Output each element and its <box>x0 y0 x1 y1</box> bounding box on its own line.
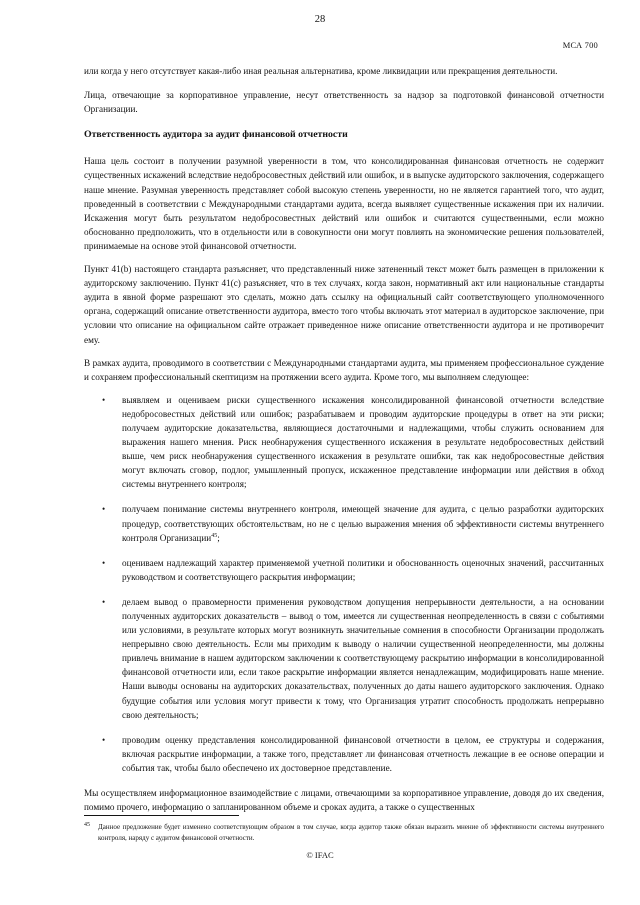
list-item <box>84 595 604 722</box>
list-item-text: оцениваем надлежащий характер применяемой учетной политики и обоснованность оценочных значений, рассчитанных руководством и соответствующего раскрытия информации; <box>122 557 604 582</box>
paragraph-41b: Пункт 41(b) настоящего стандарта разъясняет, что представленный ниже затененный текст может быть размещен в приложении к аудиторскому заключению. Пункт 41(c) разъясняет, что в тех случаях, когда закон, нормативный акт или национальные стандарты аудита в явной форме разрешают это сделать, можно дать ссылку на официальный сайт соответствующего уполномоченного органа, содержащий описание ответственности аудитора, вместо того чтобы включать этот материал в аудиторское заключение, при условии что описание на официальном сайте отражает приведенное ниже описание ответственности аудитора и не противоречит ему. <box>84 264 604 345</box>
bullet-marker: • <box>102 504 106 515</box>
procedures-list <box>84 393 604 775</box>
page-number: 28 <box>314 14 326 25</box>
list-item-text: делаем вывод о правомерности применения руководством допущения непрерывности деятельности, а на основании полученных аудиторских доказательств – вывод о том, имеется ли существенная неопределенность в связи с событиями или условиями, в результате которых могут возникнуть значительные сомнения в способности Организации продолжать непрерывно свою деятельность. Если мы приходим к выводу о наличии существенной неопределенности, мы должны привлечь внимание в нашем аудиторском заключении к соответствующему раскрытию информации в консолидированной финансовой отчетности или, если такое раскрытие информации является ненадлежащим, модифицировать наше мнение. Наши выводы основаны на аудиторских доказательствах, полученных до даты нашего аудиторского заключения. Однако будущие события или условия могут привести к тому, что Организация утратит способность продолжать непрерывно свою деятельность; <box>122 596 604 720</box>
list-item-punctuation: ; <box>217 532 220 543</box>
footnote-number: 45 <box>84 822 90 828</box>
section-heading: Ответственность аудитора за аудит финансовой отчетности <box>84 129 348 141</box>
list-item <box>84 393 604 492</box>
paragraph-audit-goal: Наша цель состоит в получении разумной уверенности в том, что консолидированная финансовая отчетность не содержит существенных искажений вследствие недобросовестных действий или ошибок, и в выпуске аудиторского заключения, содержащего наше мнение. Разумная уверенность представляет собой высокую степень уверенности, но не является гарантией того, что аудит, проведенный в соответствии с Международными стандартами аудита, всегда выявляет существенные искажения при их наличии. Искажения могут быть результатом недобросовестных действий или ошибок и считаются существенными, если можно обоснованно предположить, что в отдельности или в совокупности они могут повлиять на экономические решения пользователей, принимаемые на основе этой финансовой отчетности. <box>84 156 604 251</box>
bullet-marker: • <box>102 394 106 405</box>
paragraph-continuation: или когда у него отсутствует какая-либо иная реальная альтернатива, кроме ликвидации или прекращения деятельности. <box>84 66 558 76</box>
footnote-text: Данное предложение будет изменено соответствующим образом в том случае, когда аудитор также обязан выразить мнение об эффективности системы внутреннего контроля, наряду с аудитом финансовой отчетности. <box>98 823 604 842</box>
document-code: МСА 700 <box>562 40 598 50</box>
list-item-text: получаем понимание системы внутреннего контроля, имеющей значение для аудита, с целью разработки аудиторских процедур, соответствующих обстоятельствам, но не с целью выражения мнения об эффективности системы внутреннего контроля Организации <box>122 504 604 543</box>
footer-copyright: © IFAC <box>306 850 334 860</box>
paragraph-intro: В рамках аудита, проводимого в соответствии с Международными стандартами аудита, мы применяем профессиональное суждение и сохраняем профессиональный скептицизм на протяжении всего аудита. Кроме того, мы выполняем следующее: <box>84 357 604 382</box>
paragraph-governance: Лица, отвечающие за корпоративное управление, несут ответственность за надзор за подготовкой финансовой отчетности Организации. <box>84 90 604 115</box>
list-item <box>84 556 604 584</box>
footnote-reference[interactable]: 45 <box>211 532 218 539</box>
bullet-marker: • <box>102 734 106 745</box>
list-item-text: проводим оценку представления консолидированной финансовой отчетности в целом, ее структуры и содержания, включая раскрытие информации, а также того, представляет ли финансовая отчетность лежащие в ее основе операции и события так, чтобы было обеспечено их достоверное представление. <box>122 734 604 773</box>
list-item <box>84 733 604 775</box>
list-item-text: выявляем и оцениваем риски существенного искажения консолидированной финансовой отчетности вследствие недобросовестных действий или ошибок; разрабатываем и проводим аудиторские процедуры в ответ на эти риски; получаем аудиторские доказательства, являющиеся достаточными и надлежащими, чтобы служить основанием для выражения нашего мнения. Риск необнаружения существенного искажения в результате недобросовестных действий выше, чем риск необнаружения существенного искажения в результате ошибки, так как недобросовестные действия могут включать сговор, подлог, умышленный пропуск, искаженное представление информации или действия в обход системы внутреннего контроля; <box>122 394 604 490</box>
footnote <box>84 822 604 844</box>
paragraph-communication: Мы осуществляем информационное взаимодействие с лицами, отвечающими за корпоративное управление, доводя до их сведения, помимо прочего, информацию о запланированном объеме и сроках аудита, а также о существенных <box>84 788 604 813</box>
list-item <box>84 502 604 544</box>
footnote-divider <box>84 815 239 816</box>
document-body <box>84 64 604 824</box>
bullet-marker: • <box>102 596 106 607</box>
bullet-marker: • <box>102 557 106 568</box>
